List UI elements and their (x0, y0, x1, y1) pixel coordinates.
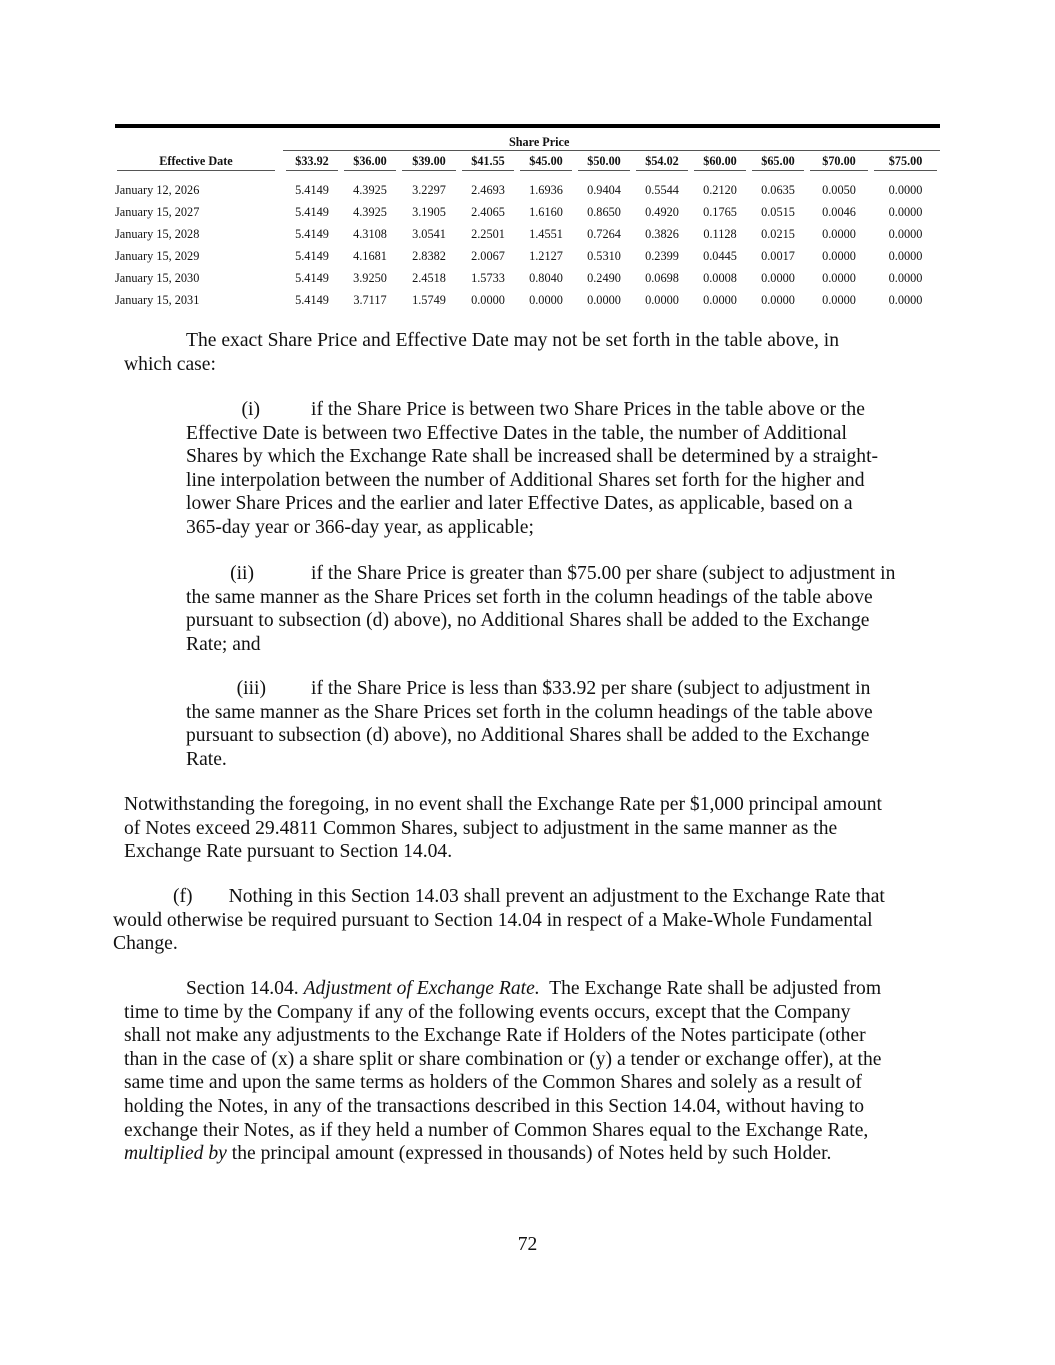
clause-marker: (iii) (236, 678, 266, 699)
price-header: $75.00 (871, 151, 940, 171)
clause-marker: (i) (241, 399, 260, 420)
clause-f: (f) Nothing in this Section 14.03 shall prevent an adjustment to the Exchange Rate that would otherwise be required pursuant to Section 14.04 in respect of a Make-Whole Fundamental Change. (113, 886, 885, 955)
price-header: $54.02 (633, 151, 691, 171)
price-header: $60.00 (691, 151, 749, 171)
price-header: $33.92 (283, 151, 341, 171)
price-header: $65.00 (749, 151, 807, 171)
section-number: Section 14.04. (186, 978, 299, 999)
column-header-row (115, 151, 940, 171)
clause-ii: (ii) if the Share Price is greater than $75.00 per share (subject to adjustment in the same manner as the Share Prices set forth in the column headings of the table above pursuant to subsection (d) above), no Additional Shares shall be added to the Exchange Rate; and (186, 563, 896, 655)
table-row: January 15, 2030 5.4149 3.9250 2.4518 1.5733 0.8040 0.2490 0.0698 0.0008 0.0000 0.0000 0.0000 (115, 271, 923, 285)
intro-paragraph: The exact Share Price and Effective Date may not be set forth in the table above, in which case: (124, 330, 840, 375)
notwithstanding-paragraph: Notwithstanding the foregoing, in no event shall the Exchange Rate per $1,000 principal amount of Notes exceed 29.4811 Common Shares, subject to adjustment in the same manner as the Exchange Rate pursuant to Section 14.04. (124, 794, 882, 863)
price-header: $36.00 (341, 151, 399, 171)
price-header: $70.00 (807, 151, 871, 171)
table-row: January 12, 2026 5.4149 4.3925 3.2297 2.4693 1.6936 0.9404 0.5544 0.2120 0.0635 0.0050 0.0000 (115, 183, 923, 197)
price-header: $45.00 (517, 151, 575, 171)
table-row: January 15, 2028 5.4149 4.3108 3.0541 2.2501 1.4551 0.7264 0.3826 0.1128 0.0215 0.0000 0.0000 (115, 227, 923, 241)
make-whole-table (115, 124, 940, 308)
price-header: $39.00 (399, 151, 459, 171)
table-row: January 15, 2027 5.4149 4.3925 3.1905 2.4065 1.6160 0.8650 0.4920 0.1765 0.0515 0.0046 0.0000 (115, 205, 923, 219)
table-row: January 15, 2031 5.4149 3.7117 1.5749 0.0000 0.0000 0.0000 0.0000 0.0000 0.0000 0.0000 0.0000 (115, 293, 923, 307)
clause-marker: (ii) (230, 563, 254, 584)
share-price-group-header: Share Price (517, 128, 940, 151)
additional-shares-table (115, 128, 940, 308)
section-14-04-paragraph: Section 14.04. Adjustment of Exchange Rate. The Exchange Rate shall be adjusted from time to time by the Company if any of the following events occurs, except that the Company shall not make any adjustments to the Exchange Rate if Holders of the Notes participate (other than in the case of (x) a share split or share combination or (y) a tender or exchange offer), at the same time and upon the same terms as holders of the Common Shares and solely as a result of holding the Notes, in any of the transactions described in this Section 14.04, without having to exchange their Notes, as if they held a number of Common Shares equal to the Exchange Rate, multiplied by the principal amount (expressed in thousands) of Notes held by such Holder. (124, 978, 882, 1165)
clause-marker: (f) (173, 886, 193, 907)
price-header: $41.55 (459, 151, 517, 171)
clause-iii: (iii) if the Share Price is less than $33.92 per share (subject to adjustment in the same manner as the Share Prices set forth in the column headings of the table above pursuant to subsection (d) above), no Additional Shares shall be added to the Exchange Rate. (186, 678, 873, 770)
section-title: Adjustment of Exchange Rate. (303, 978, 540, 999)
price-header: $50.00 (575, 151, 633, 171)
page-number: 72 (517, 1234, 538, 1255)
table-row: January 15, 2029 5.4149 4.1681 2.8382 2.0067 1.2127 0.5310 0.2399 0.0445 0.0017 0.0000 0.0000 (115, 249, 923, 263)
clause-i: (i) if the Share Price is between two Share Prices in the table above or the Effective Date is between two Effective Dates in the table, the number of Additional Shares by which the Exchange Rate shall be increased shall be determined by a straight- line interpolation between the number of Additional Shares set forth for the higher and lower Share Prices and the earlier and later Effective Dates, as applicable, based on a 365-day year or 366-day year, as applicable; (186, 399, 879, 538)
effective-date-header: Effective Date (115, 151, 283, 171)
